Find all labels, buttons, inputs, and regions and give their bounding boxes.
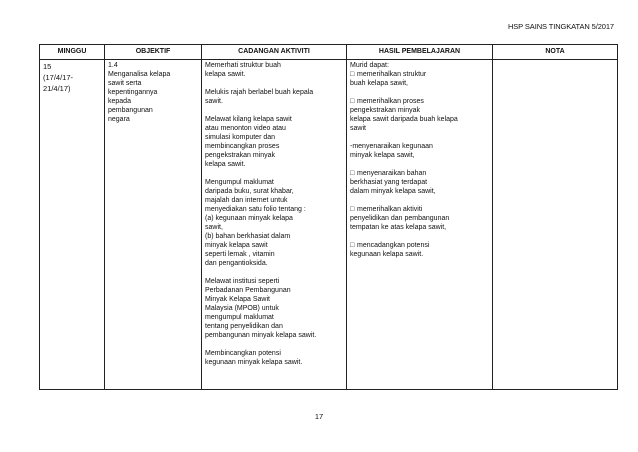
activity-line: pengekstrakan minyak <box>205 152 276 159</box>
cell-objektif <box>105 60 202 390</box>
outcome-line: penyelidikan dan pembangunan <box>350 215 450 222</box>
activity-line: seperti lemak , vitamin <box>205 251 275 258</box>
outcome-lead: □ memerihalkan struktur <box>350 71 427 78</box>
objective-line: kepada <box>108 98 131 105</box>
activity-line: kegunaan minyak kelapa sawit. <box>205 359 303 366</box>
week-dates-start: (17/4/17- <box>43 73 74 82</box>
outcome-line: buah kelapa sawit, <box>350 80 408 87</box>
outcome-intro: Murid dapat: <box>350 62 389 69</box>
activity-block <box>205 349 343 367</box>
activity-line: Membincangkan potensi <box>205 350 281 357</box>
activity-line: menyediakan satu folio tentang : <box>205 206 306 213</box>
activity-line: (a) kegunaan minyak kelapa <box>205 215 293 222</box>
outcome-line: minyak kelapa sawit, <box>350 152 415 159</box>
activity-line: tentang penyelidikan dan <box>205 323 283 330</box>
column-header-nota: NOTA <box>493 45 618 60</box>
checkbox-bullet-icon: □ <box>350 71 355 78</box>
column-header-minggu: MINGGU <box>40 45 105 60</box>
activity-line: mengumpul maklumat <box>205 314 274 321</box>
outcome-line: dalam minyak kelapa sawit, <box>350 188 436 195</box>
activity-line: Memerhati struktur buah <box>205 62 281 69</box>
activity-block <box>205 61 343 79</box>
activity-block <box>205 277 343 340</box>
page-number: 17 <box>314 412 324 421</box>
outcome-line: pengekstrakan minyak <box>350 107 421 114</box>
outcome-line: -menyenaraikan kegunaan <box>350 143 433 150</box>
week-number: 15 <box>43 62 52 71</box>
activity-line: sawit, <box>205 224 223 231</box>
cell-minggu <box>40 60 105 390</box>
activity-line: kelapa sawit. <box>205 161 246 168</box>
activity-block <box>205 178 343 268</box>
cell-hasil-pembelajaran <box>347 60 493 390</box>
cell-cadangan-aktiviti <box>202 60 347 390</box>
objective-code: 1.4 <box>108 62 118 69</box>
activity-line: pembangunan minyak kelapa sawit. <box>205 332 317 339</box>
activity-line: minyak kelapa sawit <box>205 242 268 249</box>
activity-line: Melawat institusi seperti <box>205 278 280 285</box>
outcome-lead: □ menyenaraikan bahan <box>350 170 427 177</box>
activity-line: majalah dan internet untuk <box>205 197 288 204</box>
checkbox-bullet-icon: □ <box>350 206 355 213</box>
objective-line: negara <box>108 116 130 123</box>
lesson-plan-table <box>39 44 618 390</box>
checkbox-bullet-icon: □ <box>350 170 355 177</box>
cell-nota <box>493 60 618 390</box>
checkbox-bullet-icon: □ <box>350 242 355 249</box>
activity-line: daripada buku, surat khabar, <box>205 188 294 195</box>
outcome-line: kegunaan kelapa sawit. <box>350 251 424 258</box>
document-header: HSP SAINS TINGKATAN 5/2017 <box>507 22 614 31</box>
activity-line: Perbadanan Pembangunan <box>205 287 291 294</box>
activity-line: Malaysia (MPOB) untuk <box>205 305 279 312</box>
activity-line: Melukis rajah berlabel buah kepala <box>205 89 314 96</box>
objective-line: pembangunan <box>108 107 153 114</box>
activity-line: atau menonton video atau <box>205 125 286 132</box>
checkbox-bullet-icon: □ <box>350 98 355 105</box>
activity-line: membincangkan proses <box>205 143 280 150</box>
activity-line: sawit. <box>205 98 223 105</box>
activity-line: Mengumpul maklumat <box>205 179 274 186</box>
outcome-lead: □ memerihalkan proses <box>350 98 424 105</box>
activity-line: Minyak Kelapa Sawit <box>205 296 270 303</box>
column-header-objektif: OBJEKTIF <box>105 45 202 60</box>
activity-line: Melawat kilang kelapa sawit <box>205 116 292 123</box>
activity-block <box>205 88 343 106</box>
activity-block <box>205 115 343 169</box>
activity-line: simulasi komputer dan <box>205 134 276 141</box>
outcome-lead: □ memerihalkan aktiviti <box>350 206 423 213</box>
objective-line: Menganalisa kelapa <box>108 71 171 78</box>
activity-line: dan pengantioksida. <box>205 260 268 267</box>
objective-line: sawit serta <box>108 80 142 87</box>
outcome-line: berkhasiat yang terdapat <box>350 179 428 186</box>
outcome-line: tempatan ke atas kelapa sawit, <box>350 224 447 231</box>
table-header-row <box>40 45 618 60</box>
table-row <box>40 60 618 390</box>
outcome-lead: □ mencadangkan potensi <box>350 242 430 249</box>
objective-line: kepentingannya <box>108 89 158 96</box>
outcome-line: kelapa sawit daripada buah kelapa <box>350 116 458 123</box>
column-header-hasil-pembelajaran: HASIL PEMBELAJARAN <box>347 45 493 60</box>
activity-line: kelapa sawit. <box>205 71 246 78</box>
outcome-line: sawit <box>350 125 366 132</box>
week-dates-end: 21/4/17) <box>43 84 71 93</box>
activity-line: (b) bahan berkhasiat dalam <box>205 233 291 240</box>
column-header-cadangan-aktiviti: CADANGAN AKTIVITI <box>202 45 347 60</box>
